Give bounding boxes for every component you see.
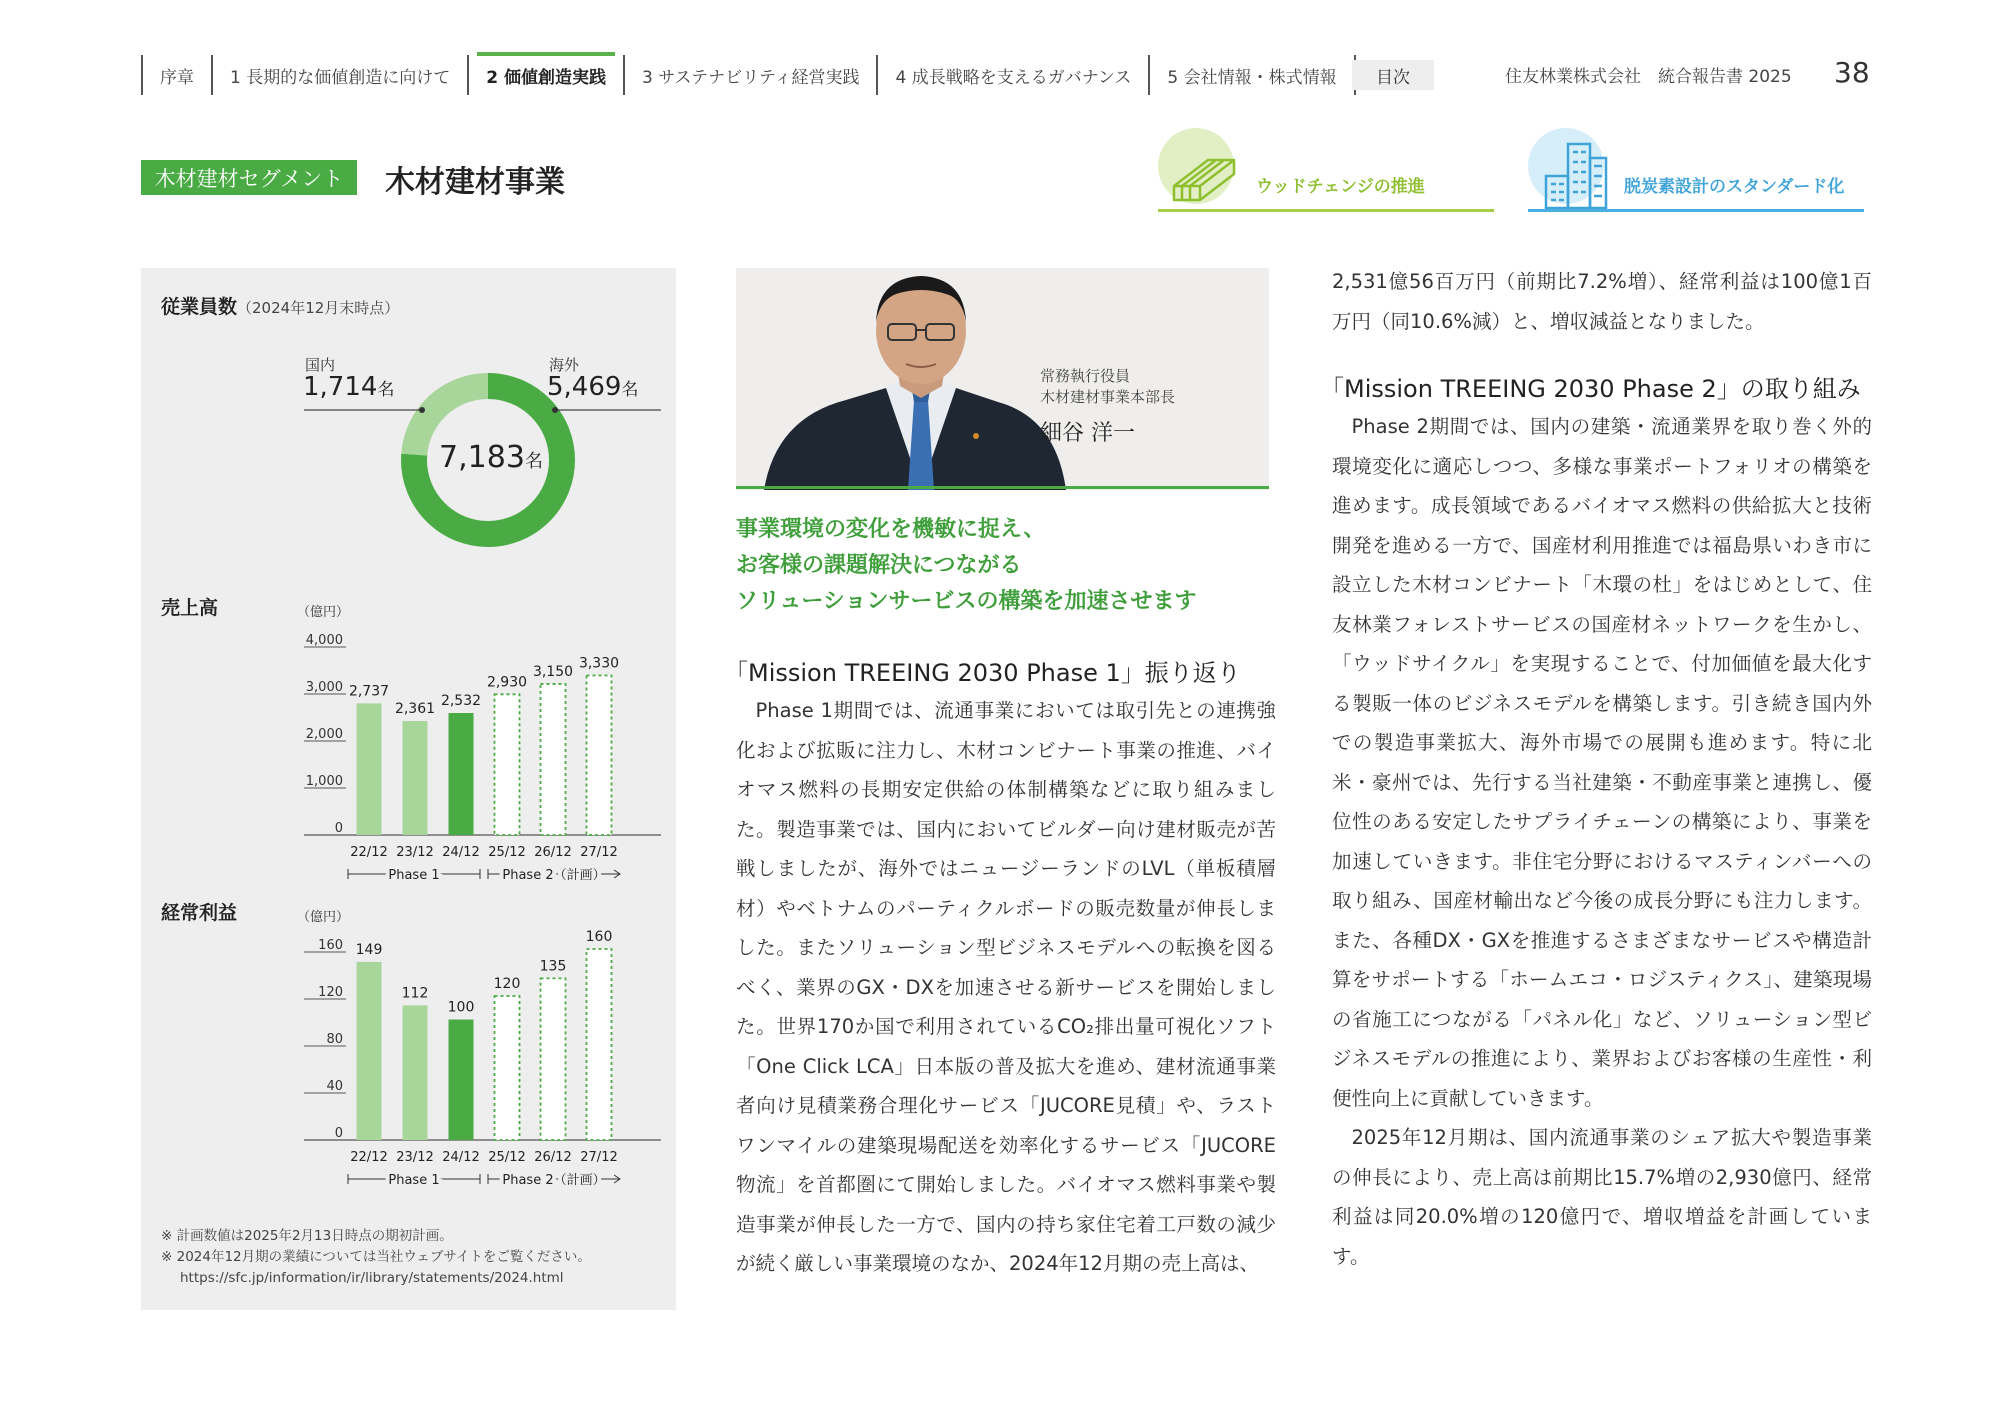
lead-line-3: ソリューションサービスの構築を加速させます [736, 589, 1197, 614]
badge-label: 脱炭素設計のスタンダード化 [1624, 177, 1845, 197]
company-report-title: 住友林業株式会社 統合報告書 2025 [1505, 67, 1792, 87]
overseas-label: 海外 [549, 356, 580, 374]
overseas-leader-dot [552, 407, 558, 413]
section-phase1-heading: 「Mission TREEING 2030 Phase 1」振り返り [724, 659, 1241, 687]
domestic-number: 1,714 [303, 372, 378, 402]
domestic-leader-dot [419, 407, 425, 413]
section-phase2-plan: 2025年12月期は、国内流通事業のシェア拡大や製造事業の伸長により、売上高は前期比15.7%増の2,930億円、経常利益は同20.0%増の120億円で、増収増益を計画しています。 [1332, 1126, 1872, 1268]
badge-underline [1528, 209, 1864, 212]
bar-value-label: 2,737 [348, 683, 390, 700]
x-tick-label: 26/12 [534, 1150, 572, 1165]
domestic-value [303, 372, 394, 402]
y-tick-label: 2,000 [305, 727, 343, 742]
bar-value-label: 120 [493, 976, 521, 992]
x-tick-label: 23/12 [396, 1150, 434, 1165]
badge-underline [1158, 209, 1494, 212]
nav-label: 3 サステナビリティ経営実践 [641, 67, 860, 88]
bar-value-label: 135 [539, 958, 567, 975]
y-tick-label: 0 [334, 821, 343, 836]
segment-tag: 木材建材セグメント [141, 160, 357, 195]
bar-22-12 [357, 703, 382, 835]
section-phase1-body: Phase 1期間では、流通事業においては取引先との連携強化および拡販に注力し、木材コンビナート事業の推進、バイオマス燃料の長期安定供給の体制構築などに取り組みました。製造事業では、国内においてビルダー向け建材販売が苦戦しましたが、海外ではニュージーランドのLVL（単板積層材）やベトナムのパーティクルボードの販売数量が伸長しました。またソリューション型ビジネスモデルへの転換を図るべく、業界のGX・DXを加速させる新サービスを開始しました。世界170か国で利用されているCO₂排出量可視化ソフト「One Click LCA」日本版の普及拡大を進め、建材流通事業者向け見積業務合理化サービス「JUCORE見積」や、ラストワンマイルの建築現場配送を効率化するサービス「JUCORE物流」を首都圏にて開始しました。バイオマス燃料事業や製造事業が伸長した一方で、国内の持ち家住宅着工戸数の減少が続く厳しい事業環境のなか、2024年12月期の売上高は、 [736, 699, 1276, 1275]
executive-photo [736, 268, 1269, 490]
section-phase2-body: Phase 2期間では、国内の建築・流通業界を取り巻く外的環境変化に適応しつつ、多様な事業ポートフォリオの構築を進めます。成長領域であるバイオマス燃料の供給拡大と技術開発を進める一方で、国産材利用推進では福島県いわき市に設立した木材コンビナート「木環の杜」をはじめとして、住友林業フォレストサービスの国産材ネットワークを生かし、「ウッドサイクル」を実現することで、付加価値を最大化する製販一体のビジネスモデルを構築します。引き続き国内外での製造事業拡大、海外市場での展開も進めます。特に北米・豪州では、先行する当社建築・不動産事業と連携し、優位性のある安定したサプライチェーンの構築により、事業を加速していきます。非住宅分野におけるマスティンバーへの取り組み、国産材輸出など今後の成長分野にも注力します。また、各種DX・GXを推進するさまざまなサービスや構造計算をサポートする「ホームエコ・ロジスティクス」、建築現場の省施工につながる「パネル化」など、ソリューション型ビジネスモデルの推進により、業界およびお客様の生産性・利便性向上に貢献していきます。 [1332, 415, 1872, 1110]
executive-name: 細谷 洋一 [1040, 421, 1135, 446]
nav-item-chapter-5[interactable] [1148, 55, 1355, 95]
nav-item-chapter-1[interactable] [211, 55, 467, 95]
x-tick-label: 26/12 [534, 845, 572, 860]
bar-23-12 [403, 721, 428, 835]
nav-item-chapter-4[interactable] [876, 55, 1148, 95]
footnotes [161, 1226, 591, 1289]
nav-item-chapter-2[interactable] [467, 55, 623, 95]
bar-27-12 [587, 675, 612, 835]
y-tick-label: 80 [326, 1032, 343, 1047]
sales-bar-chart [141, 586, 676, 886]
y-tick-label: 160 [318, 938, 343, 953]
kpi-panel [141, 268, 676, 1310]
y-tick-label: 4,000 [305, 633, 343, 648]
nav-item-chapter-3[interactable] [623, 55, 877, 95]
lead-line-2: お客様の課題解決につながる [736, 553, 1022, 578]
x-tick-label: 27/12 [580, 845, 618, 860]
photo-rule [736, 486, 1269, 489]
bar-26-12 [541, 684, 566, 835]
bar-value-label: 3,330 [578, 655, 620, 672]
overseas-number: 5,469 [547, 372, 622, 402]
page-title: 木材建材事業 [385, 165, 565, 200]
overseas-unit: 名 [621, 380, 639, 400]
employees-note: （2024年12月末時点） [237, 299, 400, 317]
profit-bar-chart [141, 891, 676, 1191]
nav-label: 1 長期的な価値創造に向けて [230, 67, 451, 88]
section-phase1-body-cont: 2,531億56百万円（前期比7.2%増）、経常利益は100億1百万円（同10.6%減）と、増収減益となりました。 [1332, 270, 1872, 333]
bar-25-12 [495, 996, 520, 1140]
bar-24-12 [449, 1020, 474, 1141]
executive-portrait [736, 268, 1269, 490]
bar-value-label: 2,532 [440, 692, 482, 709]
x-tick-label: 27/12 [580, 1150, 618, 1165]
executive-role-1: 常務執行役員 [1040, 367, 1131, 385]
phase2-label: Phase 2（計画） [502, 868, 606, 883]
bar-value-label: 160 [585, 929, 613, 945]
buildings-icon [1542, 136, 1612, 212]
lead-line-1: 事業環境の変化を機敏に捉え、 [736, 517, 1046, 542]
decarbonized-design-badge [1528, 128, 1864, 212]
x-tick-label: 22/12 [350, 845, 388, 860]
nav-label: 5 会社情報・株式情報 [1167, 67, 1337, 88]
bar-value-label: 2,930 [486, 674, 528, 691]
employees-donut [141, 268, 676, 568]
nav-item-prologue[interactable] [141, 55, 211, 95]
bar-value-label: 112 [401, 985, 429, 1002]
total-number: 7,183 [439, 440, 525, 475]
footnote-url[interactable]: https://sfc.jp/information/ir/library/statements/2024.html [180, 1270, 564, 1286]
lead-message [736, 512, 1196, 620]
y-tick-label: 0 [334, 1126, 343, 1141]
bar-value-label: 3,150 [532, 663, 574, 680]
bar-22-12 [357, 962, 382, 1140]
footnote-results: ※ 2024年12月期の業績については当社ウェブサイトをご覧ください。 [161, 1249, 591, 1265]
footnote-plan: ※ 計画数値は2025年2月13日時点の期初計画。 [161, 1228, 453, 1244]
total-employees [431, 440, 551, 475]
domestic-unit: 名 [377, 380, 395, 400]
bar-value-label: 100 [447, 999, 475, 1016]
domestic-label: 国内 [305, 356, 336, 374]
sales-chart-title: 売上高 [161, 597, 219, 619]
section-phase1 [724, 655, 1276, 1284]
page-number: 38 [1834, 56, 1870, 89]
toc-button[interactable]: 目次 [1352, 60, 1434, 90]
badge-label: ウッドチェンジの推進 [1256, 177, 1425, 197]
y-axis-unit: （億円） [296, 605, 350, 620]
y-tick-label: 120 [318, 985, 343, 1000]
nav-label: 序章 [160, 67, 194, 88]
x-tick-label: 24/12 [442, 1150, 480, 1165]
section-phase2-heading: 「Mission TREEING 2030 Phase 2」の取り組み [1320, 375, 1861, 403]
total-unit: 名 [524, 451, 543, 472]
bar-27-12 [587, 949, 612, 1140]
right-column [1320, 262, 1872, 1276]
wood-beams-icon [1168, 146, 1248, 206]
phase2-label: Phase 2（計画） [502, 1173, 606, 1188]
bar-value-label: 149 [355, 941, 383, 958]
bar-value-label: 2,361 [394, 701, 436, 718]
chapter-nav [141, 55, 1356, 95]
donut-svg [141, 268, 676, 568]
y-tick-label: 40 [326, 1079, 343, 1094]
x-tick-label: 25/12 [488, 845, 526, 860]
nav-label: 4 成長戦略を支えるガバナンス [895, 67, 1132, 88]
phase1-label: Phase 1 [388, 1173, 440, 1188]
bar-26-12 [541, 978, 566, 1140]
overseas-value [547, 372, 638, 402]
bar-23-12 [403, 1005, 428, 1140]
executive-role-2: 木材建材事業本部長 [1040, 388, 1176, 406]
nav-label: 2 価値創造実践 [486, 67, 606, 88]
y-axis-unit: （億円） [296, 910, 350, 925]
x-tick-label: 22/12 [350, 1150, 388, 1165]
phase1-label: Phase 1 [388, 868, 440, 883]
x-tick-label: 24/12 [442, 845, 480, 860]
wood-change-badge [1158, 128, 1494, 212]
executive-title [1040, 366, 1175, 408]
y-tick-label: 1,000 [305, 774, 343, 789]
profit-chart-title: 経常利益 [161, 902, 238, 924]
bar-24-12 [449, 713, 474, 835]
bar-25-12 [495, 694, 520, 835]
y-tick-label: 3,000 [305, 680, 343, 695]
employees-heading-text: 従業員数 [161, 296, 238, 318]
x-tick-label: 23/12 [396, 845, 434, 860]
x-tick-label: 25/12 [488, 1150, 526, 1165]
spacer [1332, 341, 1872, 371]
